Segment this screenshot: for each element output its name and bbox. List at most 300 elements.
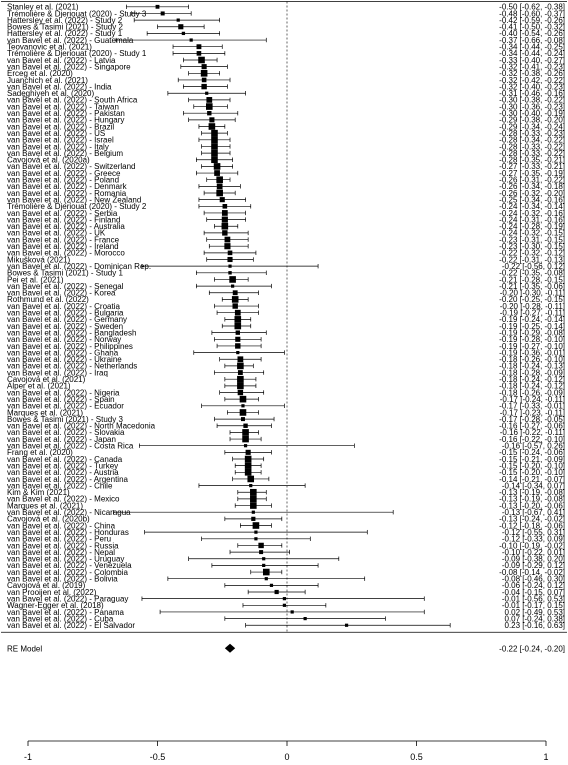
study-label: Teovanovic et al. (2021) bbox=[7, 42, 92, 52]
study-label: van Bavel et al. (2022) - Ireland bbox=[7, 242, 119, 251]
study-label: van Bavel et al. (2022) - Dominican Rep. bbox=[7, 261, 152, 271]
point-estimate-square bbox=[253, 522, 260, 529]
study-label: van Bavel et al. (2022) - Croatia bbox=[7, 301, 120, 311]
point-estimate-square bbox=[236, 330, 240, 334]
study-label: Marques et al. (2021) bbox=[7, 501, 84, 511]
study-label: van Bavel et al. (2022) - China bbox=[7, 521, 116, 531]
study-label: van Bavel et al. (2022) - Romania bbox=[7, 188, 127, 198]
estimate-ci-text: -0.50 [-0.62, -0.38] bbox=[499, 2, 565, 12]
point-estimate-square bbox=[211, 130, 218, 137]
point-estimate-square bbox=[252, 511, 255, 514]
estimate-ci-text: -0.17 [-0.33, -0.01] bbox=[499, 401, 565, 411]
study-row bbox=[7, 442, 565, 451]
estimate-ci-text: -0.17 [-0.23, -0.11] bbox=[499, 408, 565, 418]
study-label: van Prooijen et al. (2022) bbox=[7, 587, 97, 597]
study-label: van Bavel et al. (2022) - Bolivia bbox=[7, 574, 118, 584]
point-estimate-square bbox=[238, 356, 244, 362]
point-estimate-square bbox=[241, 417, 245, 421]
estimate-ci-text: -0.12 [-0.18, -0.06] bbox=[499, 521, 565, 531]
point-estimate-square bbox=[245, 469, 252, 476]
x-tick-label: 0 bbox=[284, 752, 290, 762]
point-estimate-square bbox=[258, 543, 263, 548]
study-label: van Bavel et al. (2022) - Iraq bbox=[7, 368, 108, 378]
estimate-ci-text: -0.15 [-0.24, -0.06] bbox=[499, 448, 565, 458]
estimate-ci-text: -0.22 [-0.32, -0.12] bbox=[499, 248, 565, 258]
study-label: van Bavel et al. (2022) - Mexico bbox=[7, 494, 120, 504]
study-label: van Bavel et al. (2022) - Peru bbox=[7, 534, 112, 544]
point-estimate-square bbox=[205, 92, 208, 95]
point-estimate-square bbox=[228, 271, 231, 274]
point-estimate-square bbox=[234, 316, 241, 323]
study-label: van Bavel et al. (2022) - Finland bbox=[7, 215, 121, 225]
point-estimate-square bbox=[216, 190, 223, 197]
study-label: Hattersley et al. (2022) - Study 1 bbox=[7, 29, 123, 39]
estimate-ci-text: -0.32 [-0.42, -0.22] bbox=[499, 75, 565, 85]
estimate-ci-text: 0.23 [-0.16, 0.63] bbox=[504, 621, 565, 631]
point-estimate-square bbox=[222, 210, 228, 216]
study-row bbox=[7, 62, 565, 71]
summary-estimate-text: -0.22 [-0.24, -0.20] bbox=[499, 644, 565, 654]
point-estimate-square bbox=[243, 424, 247, 428]
point-estimate-square bbox=[211, 143, 218, 150]
estimate-ci-text: -0.22 [-0.31, -0.13] bbox=[499, 255, 565, 265]
estimate-ci-text: -0.21 [-0.35, -0.06] bbox=[499, 281, 565, 291]
study-label: van Bavel et al. (2022) - Morocco bbox=[7, 248, 125, 258]
x-tick-label: 0.5 bbox=[410, 752, 423, 762]
estimate-ci-text: -0.24 [-0.28, -0.19] bbox=[499, 222, 565, 232]
estimate-ci-text: -0.34 [-0.44, -0.24] bbox=[499, 49, 565, 59]
estimate-ci-text: -0.37 [-0.66, -0.08] bbox=[499, 35, 565, 45]
estimate-ci-text: -0.19 [-0.28, -0.10] bbox=[499, 335, 565, 345]
estimate-ci-text: -0.15 [-0.20, -0.10] bbox=[499, 461, 565, 471]
x-tick-label: 1 bbox=[543, 752, 549, 762]
estimate-ci-text: -0.30 [-0.36, -0.23] bbox=[499, 102, 565, 112]
estimate-ci-text: -0.10 [-0.22, 0.01] bbox=[501, 547, 565, 557]
summary-diamond bbox=[225, 644, 235, 653]
point-estimate-square bbox=[241, 404, 244, 407]
point-estimate-square bbox=[242, 436, 249, 443]
point-estimate-square bbox=[202, 78, 207, 83]
estimate-ci-text: -0.16 [-0.57, 0.26] bbox=[501, 441, 565, 451]
estimate-ci-text: -0.18 [-0.28, -0.09] bbox=[499, 368, 565, 378]
point-estimate-square bbox=[235, 310, 241, 316]
point-estimate-square bbox=[249, 484, 252, 487]
point-estimate-square bbox=[250, 496, 257, 503]
point-estimate-square bbox=[270, 584, 273, 587]
estimate-ci-text: -0.41 [-0.50, -0.32] bbox=[499, 22, 565, 32]
study-label: van Bavel et al. (2022) - Spain bbox=[7, 394, 115, 404]
study-row bbox=[7, 575, 565, 584]
estimate-ci-text: -0.17 [-0.28, -0.05] bbox=[499, 414, 565, 424]
estimate-ci-text: -0.32 [-0.41, -0.23] bbox=[499, 62, 565, 72]
study-label: van Bavel et al. (2022) - Japan bbox=[7, 434, 116, 444]
study-label: van Bavel et al. (2022) - North Macedonia bbox=[7, 421, 156, 431]
point-estimate-square bbox=[197, 44, 202, 49]
point-estimate-square bbox=[223, 204, 228, 209]
estimate-ci-text: -0.31 [-0.46, -0.16] bbox=[499, 89, 565, 99]
estimate-ci-text: -0.28 [-0.34, -0.22] bbox=[499, 135, 565, 145]
estimate-ci-text: -0.18 [-0.24, -0.12] bbox=[499, 381, 565, 391]
study-label: van Bavel et al. (2022) - Paraguay bbox=[7, 594, 129, 604]
study-label: van Bavel et al. (2022) - Cuba bbox=[7, 614, 114, 624]
point-estimate-square bbox=[283, 597, 286, 600]
point-estimate-square bbox=[182, 32, 185, 35]
estimate-ci-text: -0.29 [-0.34, -0.24] bbox=[499, 122, 565, 132]
point-estimate-square bbox=[211, 137, 218, 144]
estimate-ci-text: -0.24 [-0.34, -0.14] bbox=[499, 202, 565, 212]
estimate-ci-text: -0.30 [-0.38, -0.22] bbox=[499, 95, 565, 105]
study-label: Sadeghiyeh et al. (2020) bbox=[7, 89, 95, 99]
estimate-ci-text: 0.02 [-0.49, 0.53] bbox=[504, 607, 565, 617]
point-estimate-square bbox=[235, 343, 240, 348]
estimate-ci-text: -0.24 [-0.32, -0.16] bbox=[499, 208, 565, 218]
point-estimate-square bbox=[216, 176, 223, 183]
point-estimate-square bbox=[234, 323, 241, 330]
estimate-ci-text: -0.34 [-0.44, -0.25] bbox=[499, 42, 565, 52]
estimate-ci-text: -0.24 [-0.32, -0.15] bbox=[499, 228, 565, 238]
point-estimate-square bbox=[198, 57, 205, 64]
study-label: van Bavel et al. (2022) - Nicaragua bbox=[7, 508, 131, 517]
estimate-ci-text: -0.19 [-0.27, -0.10] bbox=[499, 341, 565, 351]
point-estimate-square bbox=[224, 243, 230, 249]
point-estimate-square bbox=[232, 303, 237, 308]
point-estimate-square bbox=[262, 564, 265, 567]
study-label: van Bavel et al. (2022) - Ecuador bbox=[7, 401, 124, 411]
study-label: Pei et al. (2021) bbox=[7, 275, 64, 285]
study-label: van Bavel et al. (2022) - Singapore bbox=[7, 62, 131, 72]
study-label: van Bavel et al. (2022) - Chile bbox=[7, 481, 113, 491]
study-label: Cavojová et al. (2019) bbox=[7, 581, 86, 591]
point-estimate-square bbox=[161, 11, 165, 15]
estimate-ci-text: -0.40 [-0.54, -0.26] bbox=[499, 29, 565, 39]
point-estimate-square bbox=[209, 117, 214, 122]
point-estimate-square bbox=[217, 183, 223, 189]
point-estimate-square bbox=[244, 444, 247, 447]
estimate-ci-text: -0.30 [-0.40, -0.19] bbox=[499, 109, 565, 118]
point-estimate-square bbox=[251, 517, 255, 521]
study-label: Stanley et al. (2021) bbox=[7, 2, 79, 12]
estimate-ci-text: -0.28 [-0.33, -0.23] bbox=[499, 128, 565, 138]
study-label: van Bavel et al. (2022) - Venezuela bbox=[7, 561, 132, 571]
study-label: Trémolière & Djeriouat (2020) - Study 2 bbox=[7, 202, 147, 212]
study-label: van Bavel et al. (2022) - Argentina bbox=[7, 474, 128, 484]
estimate-ci-text: -0.15 [-0.20, -0.10] bbox=[499, 468, 565, 478]
estimate-ci-text: -0.27 [-0.33, -0.21] bbox=[499, 162, 565, 172]
point-estimate-square bbox=[227, 257, 232, 262]
study-label: van Bavel et al. (2022) - Germany bbox=[7, 315, 128, 325]
point-estimate-square bbox=[232, 296, 239, 303]
estimate-ci-text: -0.28 [-0.33, -0.22] bbox=[499, 148, 565, 158]
point-estimate-square bbox=[222, 217, 228, 223]
study-row bbox=[7, 249, 565, 258]
study-row bbox=[7, 508, 565, 517]
estimate-ci-text: -0.10 [-0.19, -0.02] bbox=[499, 541, 565, 551]
estimate-ci-text: -0.22 [-0.56, 0.12] bbox=[501, 261, 565, 271]
point-estimate-square bbox=[345, 624, 348, 627]
x-tick-label: -0.5 bbox=[149, 752, 166, 762]
study-label: van Bavel et al. (2022) - Ghana bbox=[7, 348, 119, 358]
point-estimate-square bbox=[263, 569, 270, 576]
estimate-ci-text: -0.19 [-0.24, -0.14] bbox=[499, 315, 565, 325]
estimate-ci-text: -0.01 [-0.56, 0.53] bbox=[501, 594, 565, 604]
re-model-row bbox=[7, 644, 565, 654]
point-estimate-square bbox=[190, 38, 193, 41]
point-estimate-square bbox=[214, 170, 220, 176]
study-label: Alper et al. (2021) bbox=[7, 381, 71, 391]
point-estimate-square bbox=[254, 537, 257, 540]
estimate-ci-text: -0.18 [-0.26, -0.10] bbox=[499, 355, 565, 365]
estimate-ci-text: -0.14 [-0.34, 0.07] bbox=[501, 481, 565, 491]
study-label: van Bavel et al. (2022) - Ukraine bbox=[7, 355, 122, 365]
study-label: van Bavel et al. (2022) - Brazil bbox=[7, 122, 115, 132]
point-estimate-square bbox=[237, 376, 244, 383]
point-estimate-square bbox=[225, 237, 231, 243]
point-estimate-square bbox=[246, 450, 251, 455]
study-row bbox=[7, 621, 565, 630]
study-label: van Bavel et al. (2022) - Guatemala bbox=[7, 35, 134, 45]
study-label: van Bavel et al. (2022) - Netherlands bbox=[7, 361, 138, 371]
point-estimate-square bbox=[201, 84, 206, 89]
study-row bbox=[7, 368, 565, 377]
study-label: van Bavel et al. (2022) - South Africa bbox=[7, 95, 138, 105]
point-estimate-square bbox=[228, 265, 231, 268]
point-estimate-square bbox=[238, 370, 243, 375]
study-label: van Bavel et al. (2022) - Hungary bbox=[7, 115, 125, 125]
estimate-ci-text: -0.23 [-0.31, -0.15] bbox=[499, 235, 565, 245]
study-row bbox=[7, 289, 565, 298]
point-estimate-square bbox=[222, 223, 229, 230]
study-label: van Bavel et al. (2022) - Bangladesh bbox=[7, 328, 137, 338]
study-label: van Bavel et al. (2022) - El Salvador bbox=[7, 621, 136, 631]
study-label: Erceg et al. (2020) bbox=[7, 69, 73, 79]
study-label: van Bavel et al. (2022) - Israel bbox=[7, 135, 114, 145]
estimate-ci-text: -0.04 [-0.15, 0.07] bbox=[501, 587, 565, 597]
estimate-ci-text: -0.29 [-0.38, -0.20] bbox=[499, 115, 565, 125]
study-label: van Bavel et al. (2022) - Serbia bbox=[7, 208, 118, 218]
study-label: van Bavel et al. (2022) - Senegal bbox=[7, 281, 124, 291]
point-estimate-square bbox=[237, 363, 244, 370]
point-estimate-square bbox=[229, 276, 236, 283]
point-estimate-square bbox=[237, 383, 244, 390]
study-label: van Bavel et al. (2022) - Russia bbox=[7, 541, 119, 551]
study-row bbox=[7, 495, 565, 504]
point-estimate-square bbox=[238, 390, 243, 395]
point-estimate-square bbox=[235, 337, 240, 342]
point-estimate-square bbox=[236, 351, 239, 354]
point-estimate-square bbox=[209, 123, 216, 130]
estimate-ci-text: -0.28 [-0.33, -0.22] bbox=[499, 142, 565, 152]
estimate-ci-text: -0.09 [-0.38, 0.20] bbox=[501, 554, 565, 564]
study-label: van Bavel et al. (2022) - Poland bbox=[7, 175, 120, 185]
estimate-ci-text: -0.19 [-0.27, -0.11] bbox=[499, 308, 565, 318]
estimate-ci-text: -0.20 [-0.25, -0.15] bbox=[499, 295, 565, 305]
estimate-ci-text: -0.01 [-0.17, 0.15] bbox=[501, 601, 565, 611]
study-label: van Bavel et al. (2022) - UK bbox=[7, 228, 106, 238]
estimate-ci-text: -0.26 [-0.32, -0.20] bbox=[499, 188, 565, 198]
estimate-ci-text: 0.07 [-0.24, 0.38] bbox=[504, 614, 565, 624]
estimate-ci-text: -0.42 [-0.59, -0.26] bbox=[499, 15, 565, 25]
study-label: Mikušková (2021) bbox=[7, 255, 71, 265]
study-label: van Bavel et al. (2022) - Australia bbox=[7, 222, 125, 232]
point-estimate-square bbox=[262, 557, 265, 560]
point-estimate-square bbox=[240, 396, 247, 403]
estimate-ci-text: -0.13 [-0.67, 0.41] bbox=[501, 508, 565, 517]
estimate-ci-text: -0.20 [-0.28, -0.11] bbox=[499, 301, 565, 311]
study-label: van Bavel et al. (2022) - Greece bbox=[7, 168, 121, 178]
estimate-ci-text: -0.08 [-0.14, -0.02] bbox=[499, 567, 565, 577]
study-label: van Bavel et al. (2022) - Belgium bbox=[7, 148, 124, 158]
point-estimate-square bbox=[245, 456, 252, 463]
study-label: van Bavel et al. (2022) - France bbox=[7, 235, 120, 245]
estimate-ci-text: -0.19 [-0.36, -0.01] bbox=[499, 348, 565, 358]
study-label: van Bavel et al. (2022) - Nigeria bbox=[7, 388, 120, 398]
estimate-ci-text: -0.32 [-0.38, -0.26] bbox=[499, 69, 565, 79]
estimate-ci-text: -0.16 [-0.27, -0.06] bbox=[499, 421, 565, 431]
study-label: van Bavel et al. (2022) - Sweden bbox=[7, 321, 124, 331]
study-label: van Bavel et al. (2022) - Canada bbox=[7, 454, 123, 464]
study-label: Frang et al. (2020) bbox=[7, 448, 73, 458]
estimate-ci-text: -0.18 [-0.26, -0.09] bbox=[499, 388, 565, 398]
point-estimate-square bbox=[283, 604, 286, 607]
study-label: van Bavel et al. (2022) - Philippines bbox=[7, 341, 133, 351]
estimate-ci-text: -0.12 [-0.55, 0.31] bbox=[501, 527, 565, 537]
point-estimate-square bbox=[250, 489, 257, 496]
estimate-ci-text: -0.09 [-0.29, 0.12] bbox=[501, 561, 565, 571]
study-label: Cavojová et al. (2020b) bbox=[7, 514, 90, 524]
estimate-ci-text: -0.27 [-0.35, -0.19] bbox=[499, 168, 565, 178]
study-label: van Bavel et al. (2022) - Bulgaria bbox=[7, 308, 124, 318]
study-label: Cavojová et al. (2020a) bbox=[7, 155, 90, 165]
estimate-ci-text: -0.13 [-0.19, -0.08] bbox=[499, 488, 565, 498]
point-estimate-square bbox=[247, 476, 254, 483]
point-estimate-square bbox=[222, 230, 227, 235]
estimate-ci-text: -0.26 [-0.31, -0.22] bbox=[499, 175, 565, 185]
study-label: van Bavel et al. (2022) - Turkey bbox=[7, 461, 119, 471]
point-estimate-square bbox=[242, 429, 249, 436]
point-estimate-square bbox=[206, 103, 213, 110]
study-label: van Bavel et al. (2022) - US bbox=[7, 128, 106, 138]
study-label: van Bavel et al. (2022) - Austria bbox=[7, 468, 119, 478]
study-label: Cavojová et al. (2021) bbox=[7, 375, 86, 384]
study-label: van Bavel et al. (2022) - Taiwan bbox=[7, 102, 119, 112]
study-label: van Bavel et al. (2022) - Costa Rica bbox=[7, 441, 134, 451]
study-label: van Bavel et al. (2022) - India bbox=[7, 82, 112, 92]
estimate-ci-text: -0.25 [-0.34, -0.16] bbox=[499, 195, 565, 205]
study-label: Marques et al. (2021) bbox=[7, 408, 84, 418]
point-estimate-square bbox=[211, 156, 218, 163]
study-label: van Bavel et al. (2022) - Uruguay bbox=[7, 554, 125, 564]
point-estimate-square bbox=[304, 617, 307, 620]
study-row bbox=[7, 481, 565, 490]
study-label: Bowes & Tasimi (2021) - Study 3 bbox=[7, 414, 123, 424]
estimate-ci-text: -0.23 [-0.30, -0.15] bbox=[499, 242, 565, 251]
study-label: Kim & Kim (2021) bbox=[7, 488, 70, 498]
study-label: Juanchich et al. (2021) bbox=[7, 75, 88, 85]
study-label: van Bavel et al. (2022) - Colombia bbox=[7, 567, 128, 577]
study-label: van Bavel et al. (2022) - Latvia bbox=[7, 55, 116, 65]
estimate-ci-text: -0.24 [-0.31, -0.16] bbox=[499, 215, 565, 225]
summary-label: RE Model bbox=[7, 644, 43, 654]
estimate-ci-text: -0.17 [-0.24, -0.11] bbox=[499, 394, 565, 404]
estimate-ci-text: -0.32 [-0.40, -0.23] bbox=[499, 82, 565, 92]
point-estimate-square bbox=[214, 163, 221, 170]
estimate-ci-text: -0.12 [-0.33, 0.09] bbox=[501, 534, 565, 544]
estimate-ci-text: -0.19 [-0.29, -0.08] bbox=[499, 328, 565, 338]
study-label: van Bavel et al. (2022) - Panama bbox=[7, 607, 124, 617]
study-label: Hattersley et al. (2022) - Study 2 bbox=[7, 15, 123, 25]
estimate-ci-text: -0.14 [-0.21, -0.07] bbox=[499, 474, 565, 484]
point-estimate-square bbox=[259, 550, 263, 554]
estimate-ci-text: -0.16 [-0.22, -0.10] bbox=[499, 434, 565, 444]
estimate-ci-text: -0.13 [-0.20, -0.06] bbox=[499, 501, 565, 511]
study-label: Rothmund et al. (2022) bbox=[7, 295, 89, 305]
estimate-ci-text: -0.48 [-0.60, -0.37] bbox=[499, 9, 565, 19]
study-label: van Bavel et al. (2022) - Italy bbox=[7, 142, 109, 152]
estimate-ci-text: -0.33 [-0.40, -0.27] bbox=[499, 55, 565, 65]
point-estimate-square bbox=[250, 502, 257, 509]
study-label: van Bavel et al. (2022) - Pakistan bbox=[7, 109, 125, 118]
study-label: Trémolière & Djeriouat (2020) - Study 1 bbox=[7, 49, 147, 59]
point-estimate-square bbox=[211, 150, 218, 157]
study-row bbox=[7, 149, 565, 158]
study-row bbox=[7, 269, 565, 278]
point-estimate-square bbox=[220, 197, 225, 202]
estimate-ci-text: -0.21 [-0.28, -0.15] bbox=[499, 275, 565, 285]
study-label: Trémolière & Djeriouat (2020) - Study 3 bbox=[7, 9, 147, 19]
point-estimate-square bbox=[207, 111, 211, 115]
estimate-ci-text: -0.20 [-0.30, -0.11] bbox=[499, 288, 565, 298]
estimate-ci-text: -0.26 [-0.34, -0.18] bbox=[499, 182, 565, 192]
study-label: van Bavel et al. (2022) - Honduras bbox=[7, 527, 129, 537]
study-label: Wagner-Egger et al. (2018) bbox=[7, 601, 104, 611]
study-label: van Bavel et al. (2022) - Slovakia bbox=[7, 428, 125, 438]
estimate-ci-text: -0.28 [-0.35, -0.21] bbox=[499, 155, 565, 165]
study-label: van Bavel et al. (2022) - Denmark bbox=[7, 182, 127, 192]
estimate-ci-text: -0.13 [-0.24, -0.02] bbox=[499, 514, 565, 524]
estimate-ci-text: -0.13 [-0.19, -0.08] bbox=[499, 494, 565, 504]
point-estimate-square bbox=[231, 285, 234, 288]
point-estimate-square bbox=[265, 577, 268, 580]
point-estimate-square bbox=[202, 64, 207, 69]
estimate-ci-text: -0.06 [-0.24, 0.12] bbox=[501, 581, 565, 591]
point-estimate-square bbox=[254, 531, 257, 534]
study-row bbox=[7, 402, 565, 411]
estimate-ci-text: -0.19 [-0.25, -0.14] bbox=[499, 321, 565, 331]
estimate-ci-text: -0.15 [-0.21, -0.09] bbox=[499, 454, 565, 464]
point-estimate-square bbox=[201, 70, 208, 77]
estimate-ci-text: -0.22 [-0.35, -0.08] bbox=[499, 268, 565, 278]
point-estimate-square bbox=[156, 5, 160, 9]
point-estimate-square bbox=[275, 590, 279, 594]
point-estimate-square bbox=[177, 19, 180, 22]
study-label: van Bavel et al. (2022) - Norway bbox=[7, 335, 122, 345]
point-estimate-square bbox=[233, 290, 238, 295]
point-estimate-square bbox=[228, 251, 233, 256]
point-estimate-square bbox=[206, 97, 212, 103]
point-estimate-square bbox=[245, 462, 252, 469]
point-estimate-square bbox=[197, 51, 202, 56]
study-label: Bowes & Tasimi (2021) - Study 1 bbox=[7, 268, 123, 278]
estimate-ci-text: -0.08 [-0.46, 0.30] bbox=[501, 574, 565, 584]
study-label: van Bavel et al. (2022) - Korea bbox=[7, 288, 116, 298]
study-label: van Bavel et al. (2022) - Switzerland bbox=[7, 162, 136, 172]
study-label: van Bavel et al. (2022) - New Zealand bbox=[7, 195, 142, 205]
x-tick-label: -1 bbox=[23, 752, 33, 762]
point-estimate-square bbox=[178, 24, 183, 29]
point-estimate-square bbox=[291, 610, 294, 613]
study-label: Bowes & Tasimi (2021) - Study 2 bbox=[7, 22, 123, 32]
study-label: van Bavel et al. (2022) - Nepal bbox=[7, 547, 116, 557]
